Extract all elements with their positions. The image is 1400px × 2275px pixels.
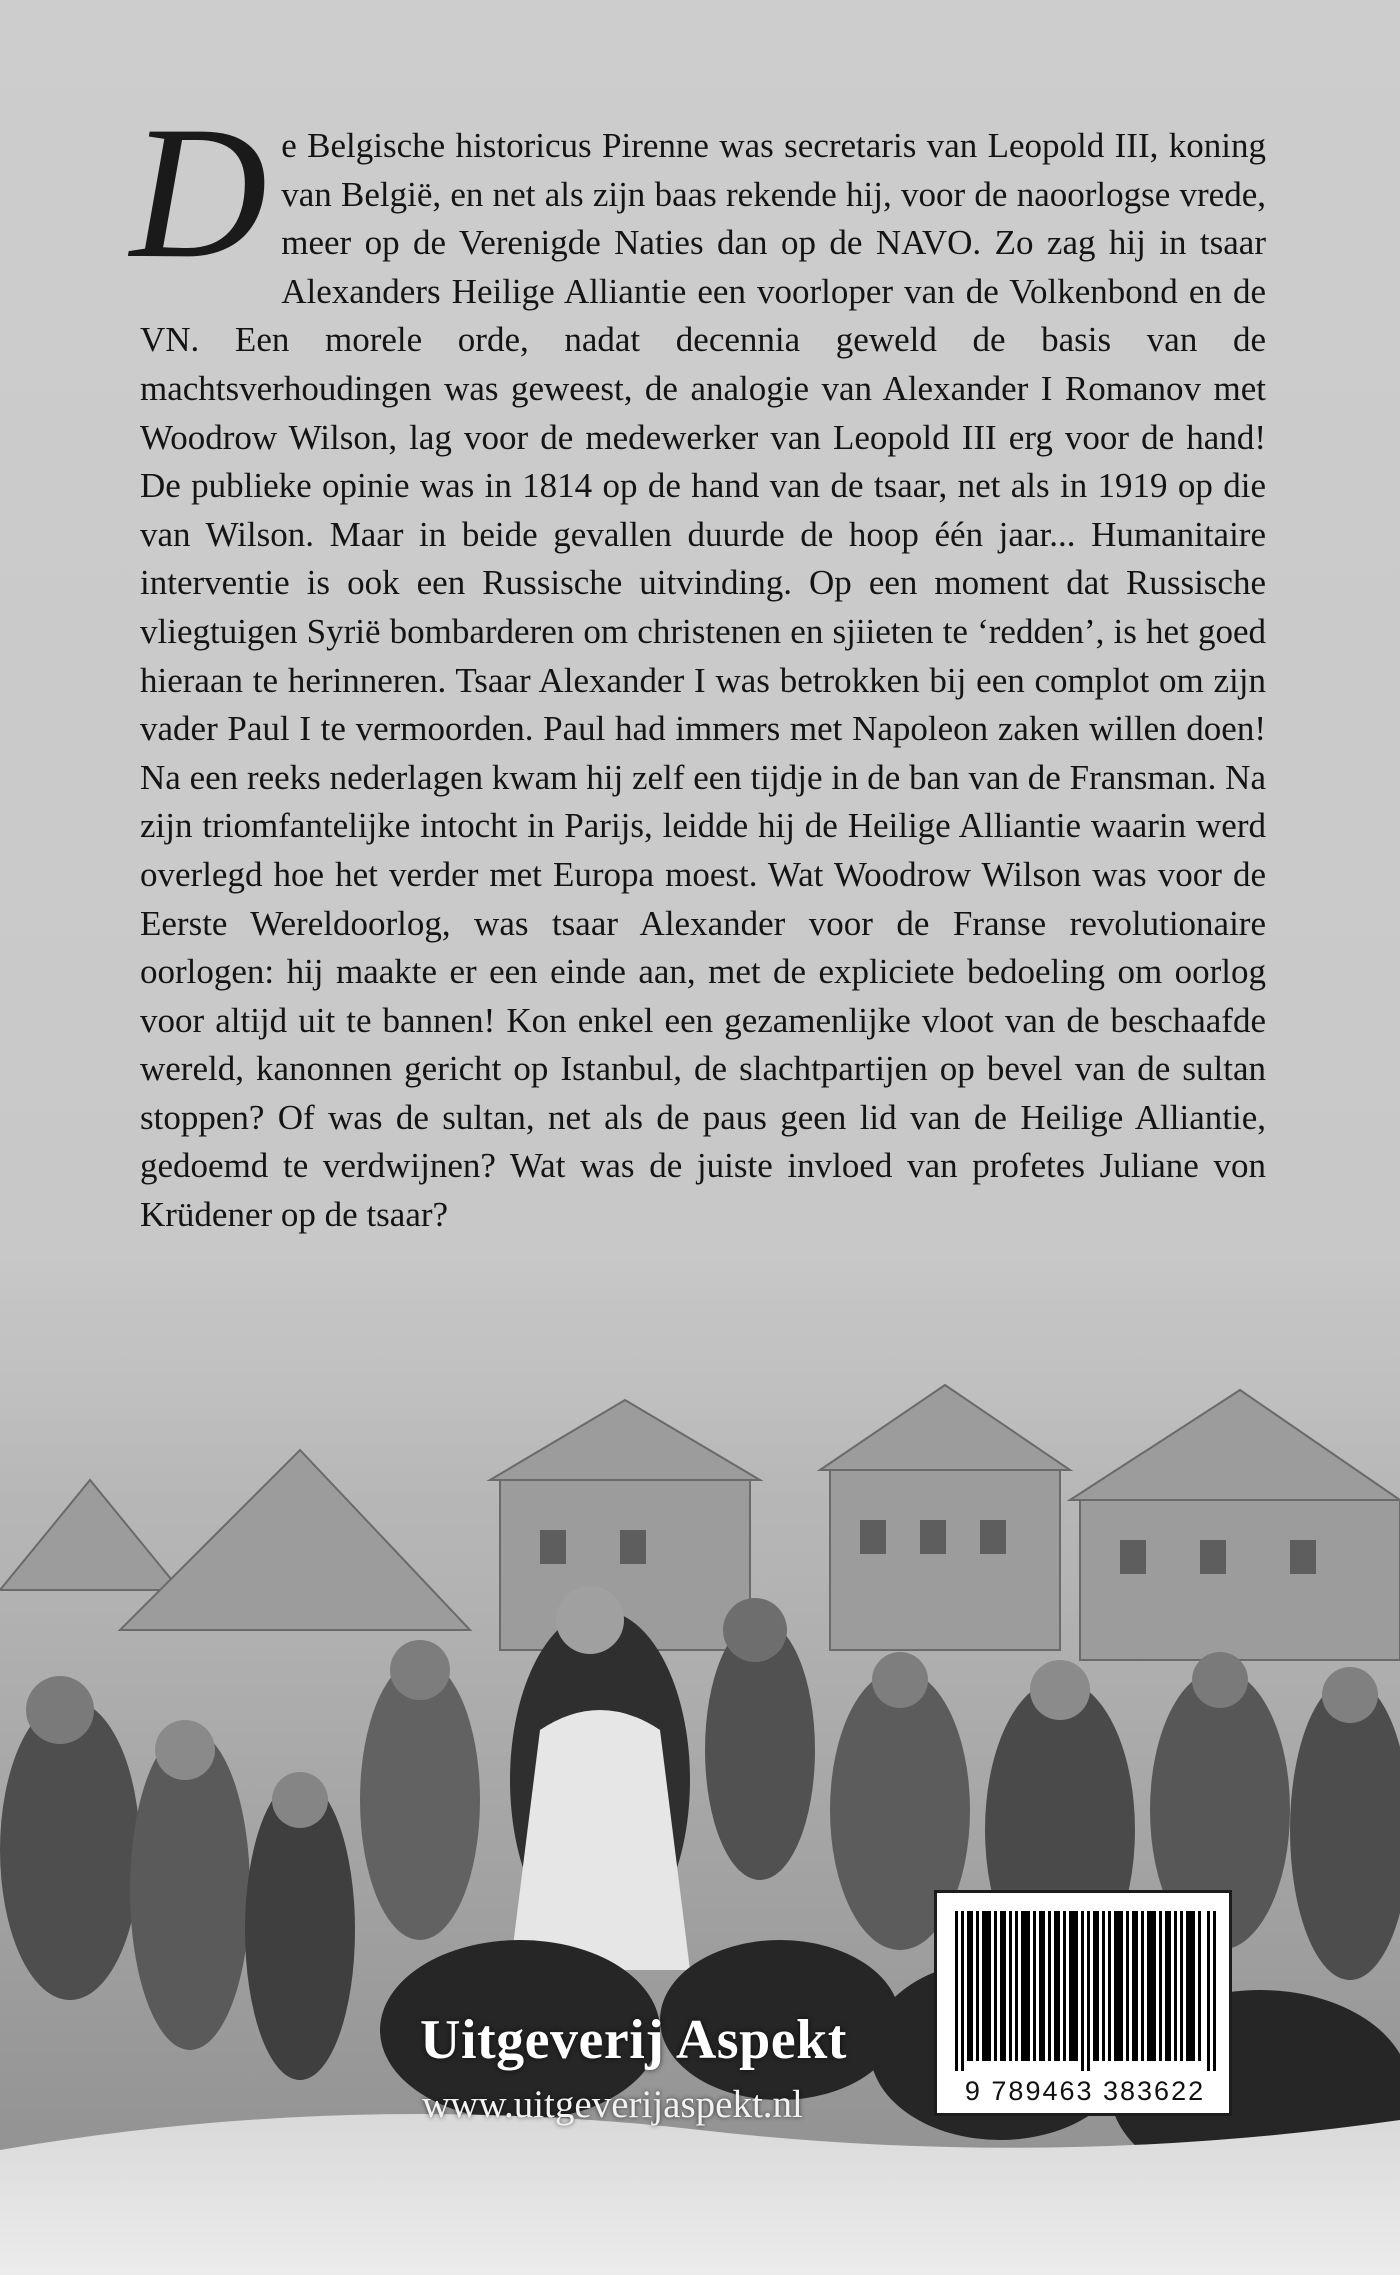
winter-procession-illustration (0, 1330, 1400, 2275)
isbn-number: 9 789463 383622 (964, 2076, 1206, 2106)
dropcap-letter: D (130, 88, 268, 298)
blurb-body: e Belgische historicus Pirenne was secretaris van Leopold III, koning van België, en net als zijn baas rekende hij, voor de naoorlogse vrede, meer op de Verenigde Naties dan op de NAVO. Zo zag hij in tsaar Alexanders Heilige Alliantie een voorloper van de Volkenbond en de VN. Een morele orde, nadat decennia geweld de basis van de machtsverhoudingen was geweest, de analogie van Alexander I Romanov met Woodrow Wilson, lag voor de medewerker van Leopold III erg voor de hand! De publieke opinie was in 1814 op de hand van de tsaar, net als in 1919 op die van Wilson. Maar in beide gevallen duurde de hoop één jaar... Humanitaire interventie is ook een Russische uitvinding. Op een moment dat Russische vliegtuigen Syrië bombarderen om christenen en sjiieten te ‘redden’, is het goed hieraan te herinneren. Tsaar Alexander I was betrokken bij een complot om zijn vader Paul I te vermoorden. Paul had immers met Napoleon zaken willen doen! Na een reeks nederlagen kwam hij zelf een tijdje in de ban van de Fransman. Na zijn triomfantelijke intocht in Parijs, leidde hij de Heilige Alliantie waarin werd overlegd hoe het verder met Europa moest. Wat Woodrow Wilson was voor de Eerste Wereldoorlog, was tsaar Alexander voor de Franse revolutionaire oorlogen: hij maakte er een einde aan, met de expliciete bedoeling om oorlog voor altijd uit te bannen! Kon enkel een gezamenlijke vloot van de beschaafde wereld, kanonnen gericht op Istanbul, de slachtpartijen op bevel van de sultan stoppen? Of was de sultan, net als de paus geen lid van de Heilige Alliantie, gedoemd te verdwijnen? Wat was de juiste invloed van profetes Juliane von Krüdener op de tsaar? (140, 126, 1266, 1235)
publisher-name: Uitgeverij Aspekt (420, 2009, 847, 2071)
publisher-website[interactable]: www.uitgeverijaspekt.nl (422, 2083, 803, 2126)
blurb-text (130, 88, 1266, 1240)
barcode-bars (955, 1911, 1217, 2071)
isbn-barcode (934, 1890, 1232, 2116)
